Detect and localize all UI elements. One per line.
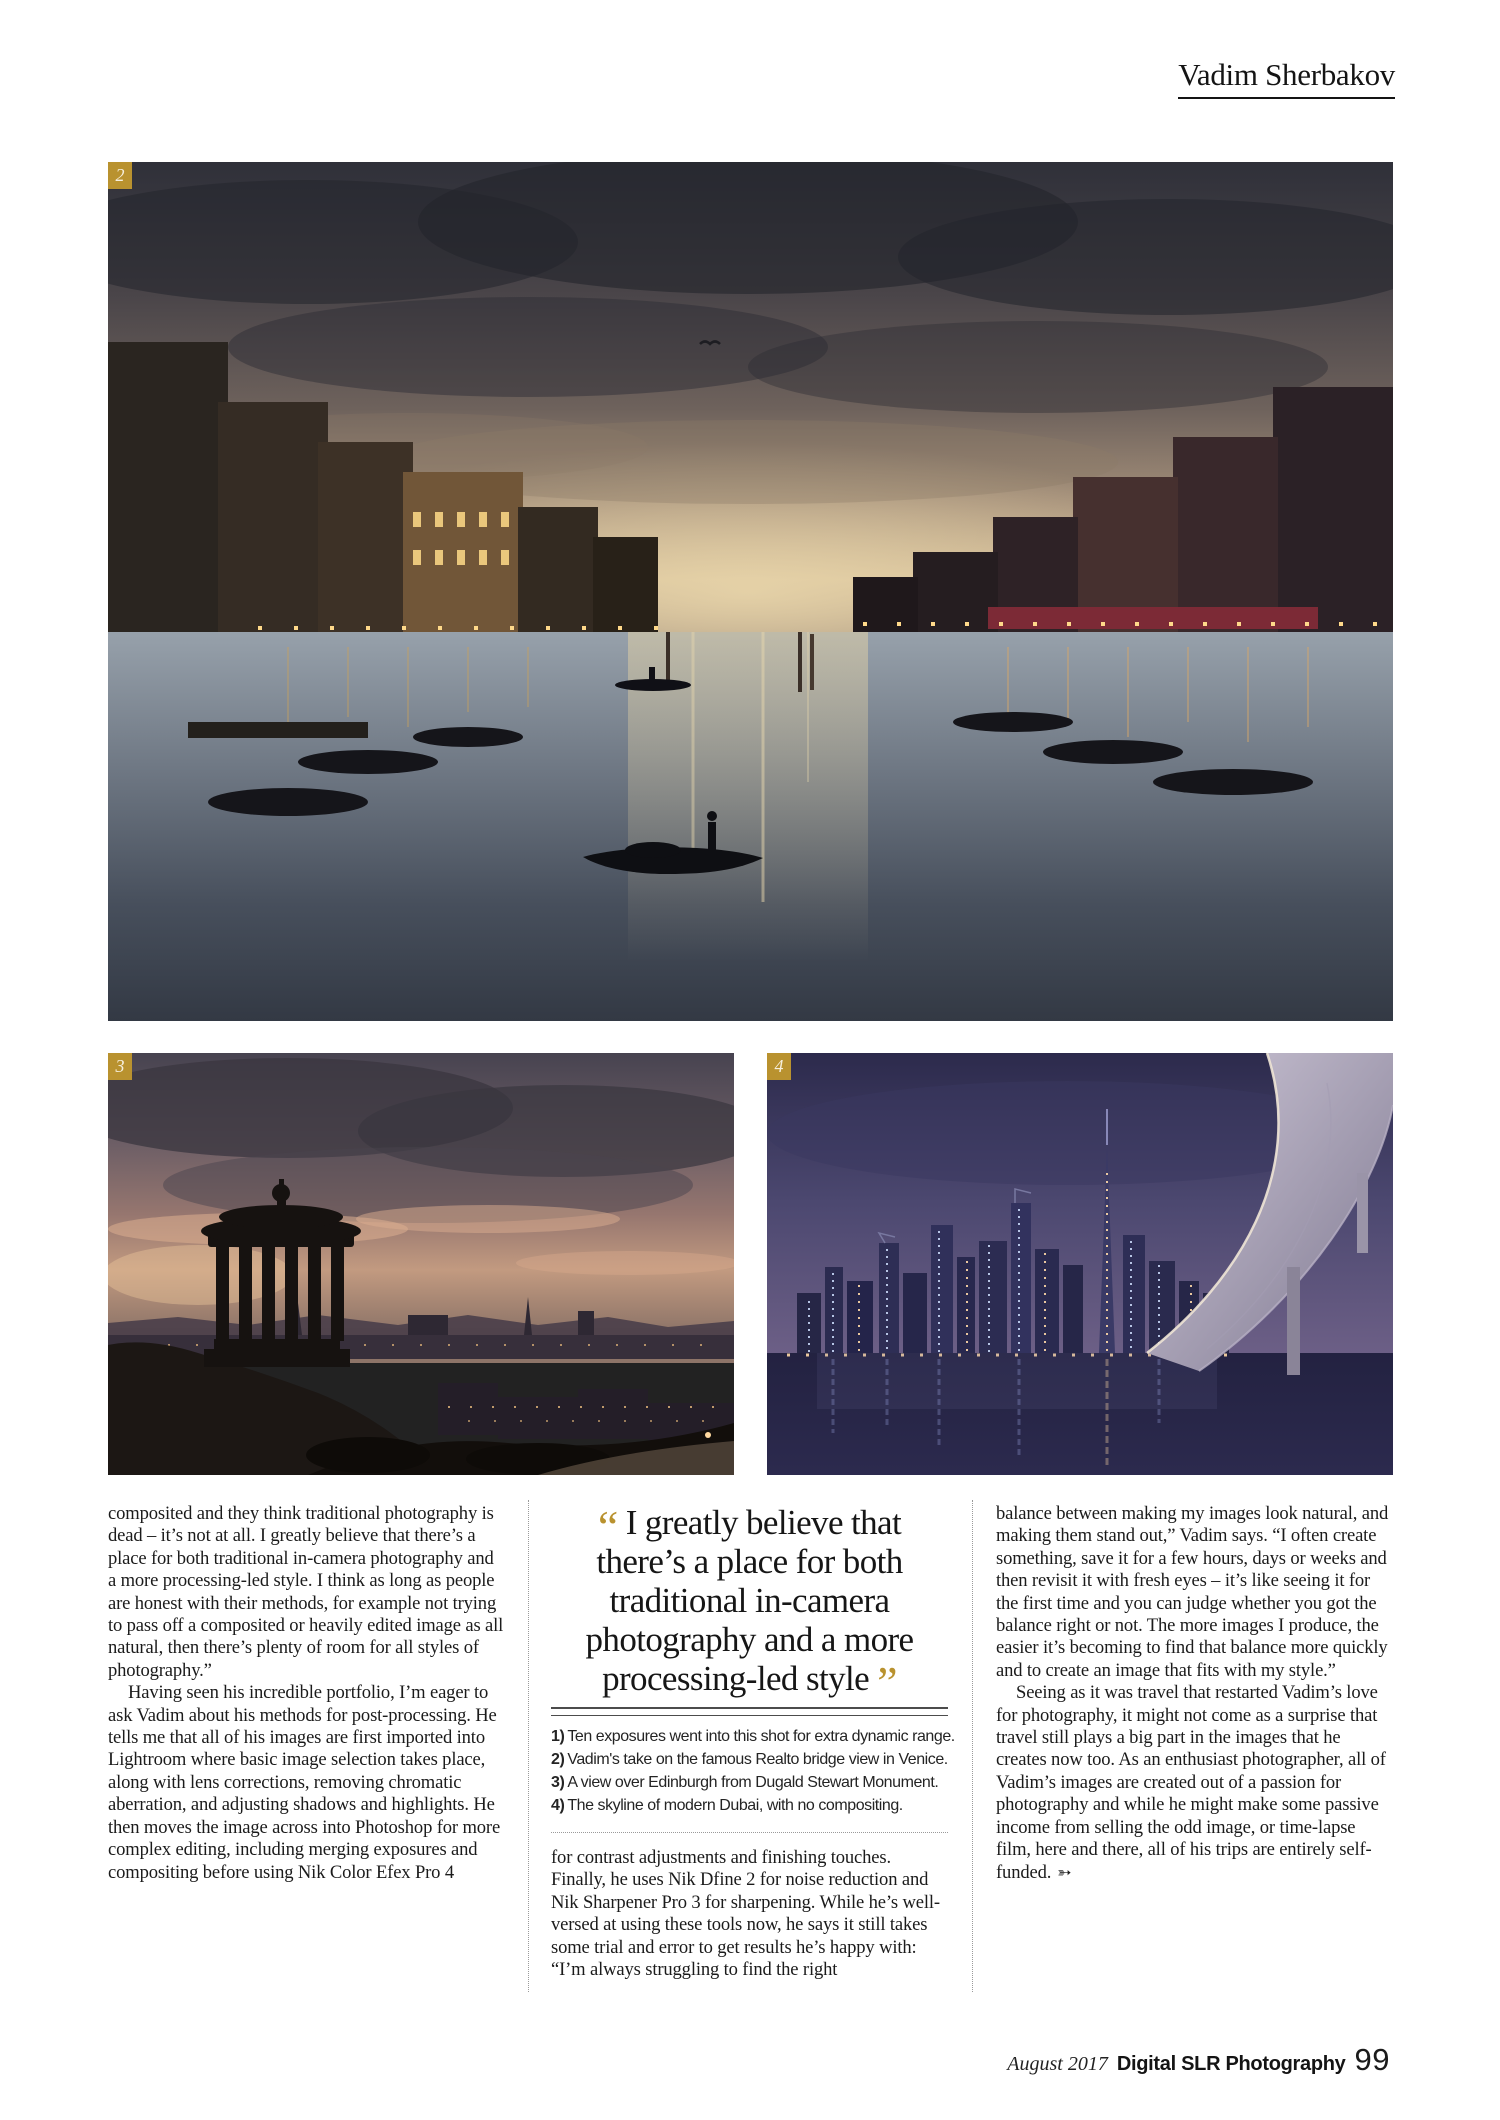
caption-3: 3) A view over Edinburgh from Dugald Stewart Monument. (551, 1774, 939, 1791)
open-quote-icon: “ (597, 1501, 618, 1552)
photo-number-badge: 4 (767, 1053, 791, 1080)
photo-number-badge: 3 (108, 1053, 132, 1080)
body-paragraph: Seeing as it was travel that restarted Vadim’s love for photography, it might not come as a surprise that travel still plays a big part in the images that he creates now too. As an enthusiast photographer, all of Vadim’s images are created out of a passion for photography and while he might make some passive income from selling the odd image, or time-lapse film, here and there, all of his trips are entirely self-funded. ➳ (996, 1682, 1386, 1883)
magazine-title: Digital SLR Photography (1116, 2053, 1346, 2075)
article-column-right (996, 1503, 1393, 1884)
body-paragraph: for contrast adjustments and finishing touches. Finally, he uses Nik Dfine 2 for noise reduction and Nik Sharpener Pro 3 for sharpening. While he’s well-versed at using these tools now, he says it still takes some trial and error to get results he’s happy with: “I’m always struggling to find the right (551, 1847, 940, 1981)
article-column-left (108, 1503, 505, 1884)
page-footer (1007, 2042, 1390, 2078)
photo-venice-canal (108, 162, 1393, 1021)
close-quote-icon: ” (877, 1657, 897, 1708)
body-paragraph: composited and they think traditional photography is dead – it’s not at all. I greatly believe that there’s a place for both traditional in-camera photography and a more processing-led style. I think as long as people are honest with their methods, for example not trying to pass off a composited or heavily edited image as all natural, then there’s plenty of room for all styles of photography.” (108, 1503, 504, 1681)
pull-quote-line: photography and a more (585, 1620, 914, 1659)
page-number: 99 (1354, 2042, 1390, 2077)
pull-quote-line: processing-led style (602, 1659, 870, 1698)
pull-quote (551, 1501, 948, 1708)
photo-edinburgh-monument (108, 1053, 734, 1475)
pull-quote-line: there’s a place for both (596, 1542, 903, 1581)
double-rule (551, 1707, 948, 1716)
column-divider (528, 1500, 529, 1992)
caption-2: 2) Vadim's take on the famous Realto bridge view in Venice. (551, 1751, 948, 1768)
venice-illustration (108, 162, 1393, 1021)
photo-number-badge: 2 (108, 162, 132, 189)
article-column-middle (551, 1501, 955, 1981)
dubai-illustration (767, 1053, 1393, 1475)
body-paragraph: Having seen his incredible portfolio, I’m eager to ask Vadim about his methods for post-processing. He tells me that all of his images are first imported into Lightroom where basic image selection takes place, along with lens corrections, removing chromatic aberration, and adjusting shadows and highlights. He then moves the image across into Photoshop for more complex editing, including merging exposures and compositing before using Nik Color Efex Pro 4 (108, 1682, 501, 1883)
caption-1: 1) Ten exposures went into this shot for extra dynamic range. (551, 1728, 955, 1745)
body-paragraph: balance between making my images look natural, and making them stand out,” Vadim says. “I often create something, save it for a few hours, days or weeks and then revisit it with fresh eyes – it’s like seeing it for the first time and you can judge whether you got the balance right or not. The more images I produce, the easier it’s becoming to find that balance more quickly and to create an image that fits with my style.” (996, 1503, 1389, 1681)
photo-dubai-skyline (767, 1053, 1393, 1475)
column-divider (972, 1500, 973, 1992)
pull-quote-line: I greatly believe that (625, 1503, 902, 1542)
page-title: Vadim Sherbakov (1178, 58, 1395, 99)
issue-date: August 2017 (1007, 2053, 1108, 2075)
pull-quote-line: traditional in-camera (609, 1581, 890, 1620)
photo-captions (551, 1707, 955, 1833)
edinburgh-illustration (108, 1053, 734, 1475)
caption-4: 4) The skyline of modern Dubai, with no compositing. (551, 1797, 903, 1814)
continues-arrow-icon: ➳ (1057, 1862, 1072, 1883)
